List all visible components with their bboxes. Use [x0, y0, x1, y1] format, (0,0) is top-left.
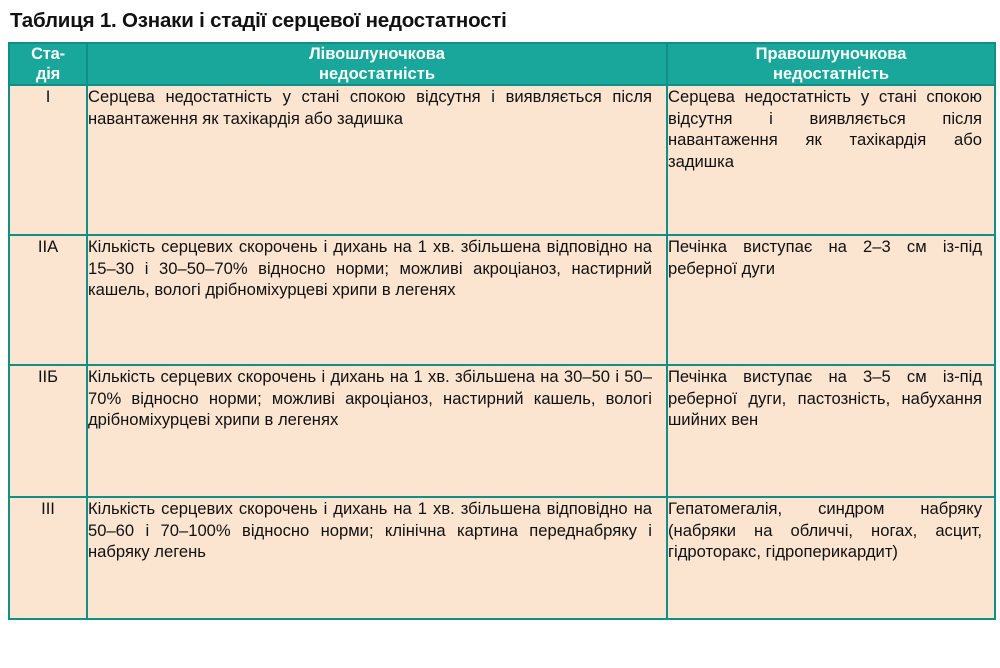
cell-right-ventricular: Серцева недостатність у стані спокою відсутня і виявляється після навантаження як тахікардія або задишка: [667, 85, 995, 235]
table-header-row: [9, 43, 995, 85]
column-header-stage: [9, 43, 87, 85]
column-header-right-line2: недостатність: [773, 65, 889, 84]
cell-left-ventricular: Кількість серцевих скорочень і дихань на 1 хв. збільшена відповідно на 50–60 і 70–100% відносно норми; клінічна картина переднабряку і набряку легень: [87, 497, 667, 619]
column-header-stage-line1: Ста-: [31, 45, 65, 63]
column-header-left-line2: недостатність: [319, 65, 435, 84]
cell-stage: IIA: [9, 235, 87, 365]
cell-stage: I: [9, 85, 87, 235]
cell-left-ventricular: Серцева недостатність у стані спокою відсутня і виявляється після навантаження як тахікардія або задишка: [87, 85, 667, 235]
table-row: [9, 85, 995, 235]
heart-failure-stages-table: [8, 42, 996, 620]
table-caption: Таблиця 1. Ознаки і стадії серцевої недостатності: [10, 9, 507, 32]
column-header-right-line1: Правошлуночкова: [755, 45, 907, 63]
cell-stage: IIБ: [9, 365, 87, 497]
column-header-stage-line2: дія: [35, 65, 61, 84]
table-header: [9, 43, 995, 85]
column-header-left-line1: Лівошлуночкова: [309, 45, 445, 63]
column-header-left-ventricular: [87, 43, 667, 85]
table-row: [9, 497, 995, 619]
table-body: [9, 85, 995, 619]
cell-stage: III: [9, 497, 87, 619]
table-row: [9, 235, 995, 365]
cell-left-ventricular: Кількість серцевих скорочень і дихань на 1 хв. збільшена відповідно на 15–30 і 30–50–70% відносно норми; можливі акроціаноз, настирний кашель, вологі дрібноміхурцеві хрипи в легенях: [87, 235, 667, 365]
cell-right-ventricular: Печінка виступає на 2–3 см із-під реберної дуги: [667, 235, 995, 365]
column-header-right-ventricular: [667, 43, 995, 85]
cell-right-ventricular: Печінка виступає на 3–5 см із-під реберної дуги, пастозність, набухання шийних вен: [667, 365, 995, 497]
cell-right-ventricular: Гепатомегалія, синдром набряку (набряки на обличчі, ногах, асцит, гідроторакс, гідроперикардит): [667, 497, 995, 619]
cell-left-ventricular: Кількість серцевих скорочень і дихань на 1 хв. збільшена на 30–50 і 50–70% відносно норми; можливі акроціаноз, настирний кашель, вологі дрібноміхурцеві хрипи в легенях: [87, 365, 667, 497]
table-row: [9, 365, 995, 497]
